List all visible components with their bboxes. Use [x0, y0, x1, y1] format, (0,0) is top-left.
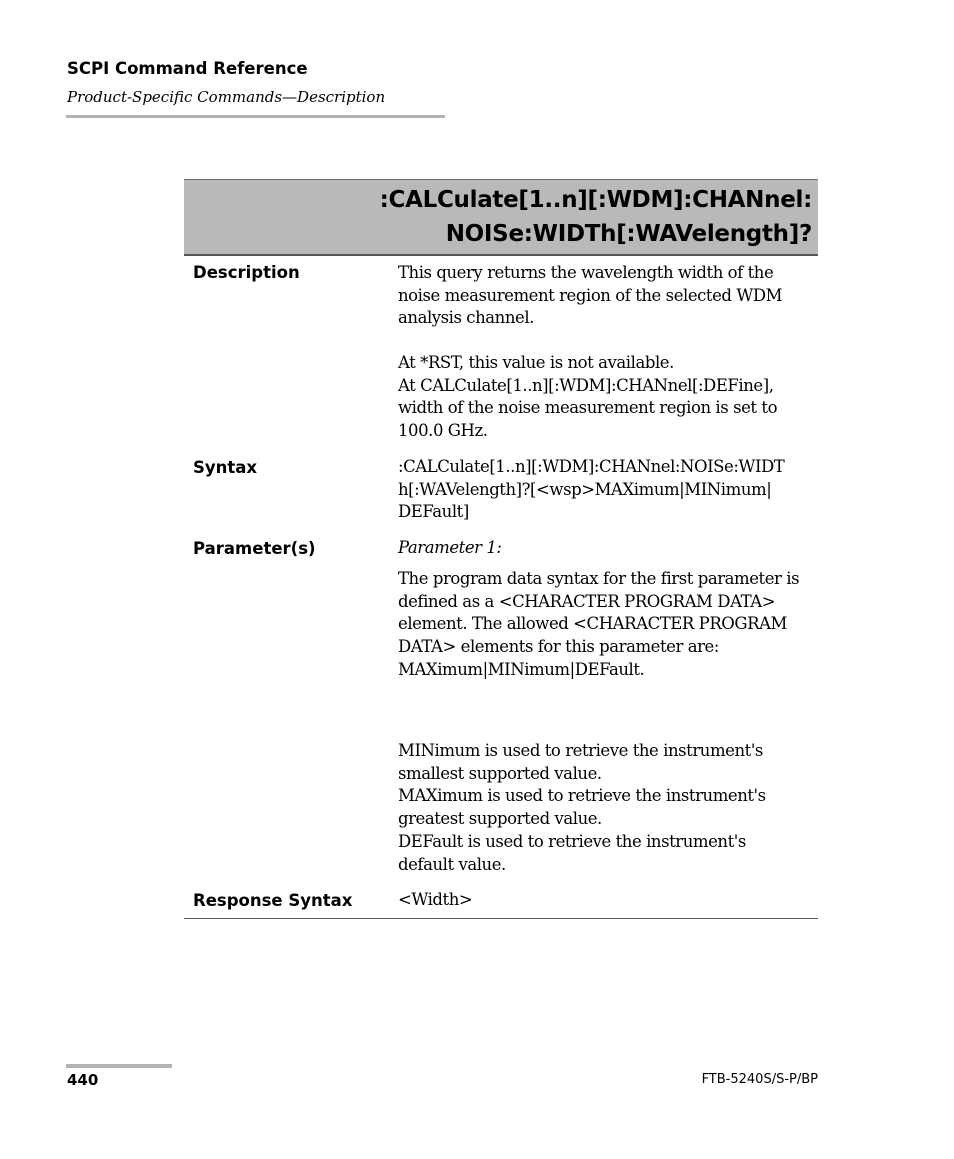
parameter-1-title: Parameter 1:: [398, 538, 502, 557]
description-label: Description: [193, 263, 300, 282]
description-line: analysis channel.: [398, 308, 534, 328]
syntax-label: Syntax: [193, 458, 258, 477]
parameter-1-description: [398, 568, 818, 682]
header-rule: [66, 115, 445, 118]
parameter-line: default value.: [398, 854, 506, 874]
syntax-text: [398, 456, 818, 524]
parameter-values-description: [398, 740, 818, 876]
parameter-line: MAXimum is used to retrieve the instrument's: [398, 786, 766, 806]
syntax-line: h[:WAVelength]?[<wsp>MAXimum|MINimum|: [398, 479, 772, 499]
command-title-line-2: NOISe:WIDTh[:WAVelength]?: [445, 221, 812, 247]
parameter-line: MINimum is used to retrieve the instrument's: [398, 741, 763, 760]
command-title-line-1: :CALCulate[1..n][:WDM]:CHANnel:: [379, 187, 812, 213]
command-header: [184, 179, 818, 256]
parameter-line: smallest supported value.: [398, 763, 602, 783]
description-line: width of the noise measurement region is set to: [398, 398, 778, 418]
parameter-line: The program data syntax for the first parameter is: [398, 569, 800, 588]
description-line: This query returns the wavelength width of the: [398, 263, 774, 282]
page-number: 440: [67, 1071, 99, 1089]
syntax-line: :CALCulate[1..n][:WDM]:CHANnel:NOISe:WIDT: [398, 457, 785, 476]
parameter-line: greatest supported value.: [398, 809, 602, 829]
footer-rule: [66, 1064, 172, 1068]
parameter-line: DEFault is used to retrieve the instrument's: [398, 831, 746, 851]
parameter-line: element. The allowed <CHARACTER PROGRAM: [398, 614, 787, 634]
description-text: [398, 262, 818, 330]
description-reset-text: [398, 352, 818, 443]
section-subtitle: Product-Specific Commands—Description: [67, 88, 386, 106]
description-line: noise measurement region of the selected WDM: [398, 285, 783, 305]
section-title: SCPI Command Reference: [67, 59, 308, 78]
parameter-line: MAXimum|MINimum|DEFault.: [398, 659, 645, 679]
parameter-line: DATA> elements for this parameter are:: [398, 637, 719, 657]
product-code: FTB-5240S/S-P/BP: [701, 1072, 818, 1087]
parameter-line: defined as a <CHARACTER PROGRAM DATA>: [398, 591, 776, 611]
response-syntax-label: Response Syntax: [193, 891, 353, 910]
description-line: At *RST, this value is not available.: [398, 353, 674, 372]
syntax-line: DEFault]: [398, 502, 469, 522]
running-header: [67, 58, 385, 107]
description-line: 100.0 GHz.: [398, 421, 488, 441]
parameters-label: Parameter(s): [193, 539, 316, 558]
description-line: At CALCulate[1..n][:WDM]:CHANnel[:DEFine],: [398, 375, 774, 395]
command-title: [380, 183, 812, 251]
table-bottom-rule: [184, 918, 818, 919]
response-syntax-value: <Width>: [398, 890, 473, 909]
